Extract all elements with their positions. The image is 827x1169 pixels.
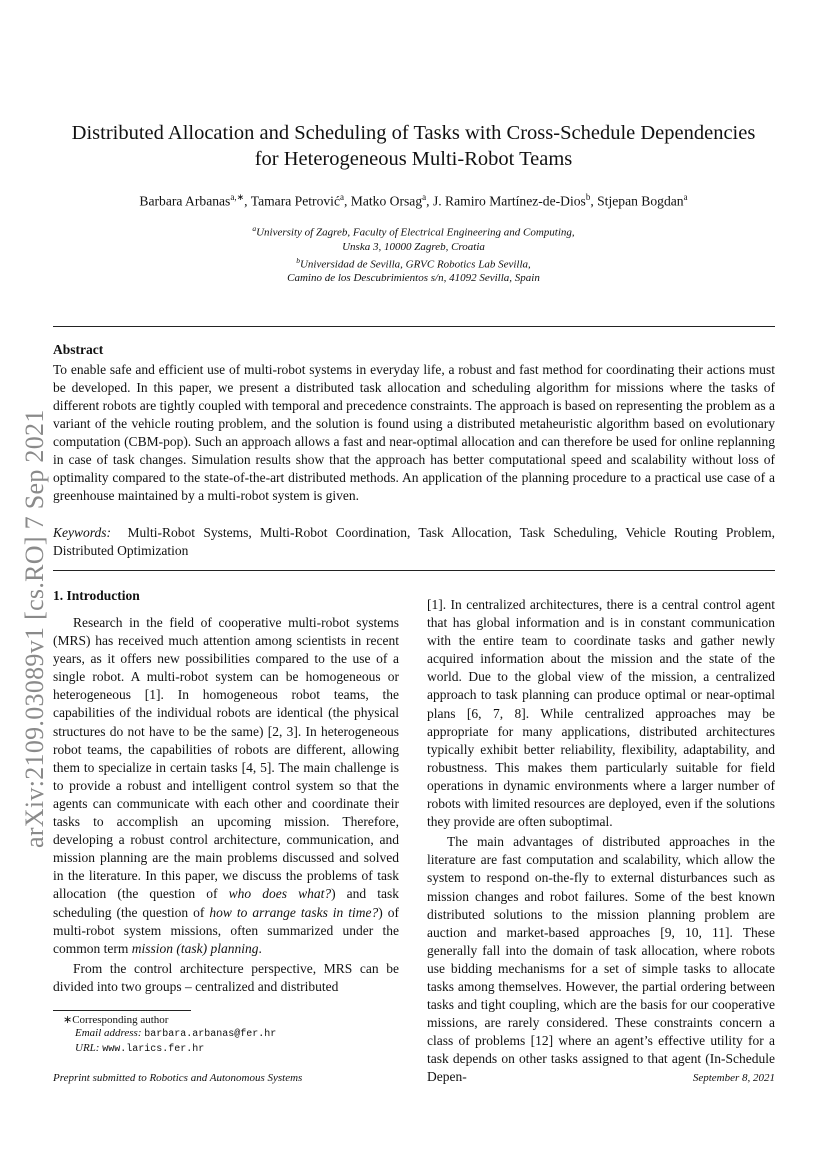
footnote-email: Email address: barbara.arbanas@fer.hr — [75, 1027, 277, 1041]
author-name: Barbara Arbanas — [139, 193, 231, 209]
author-affiliation-mark: b — [585, 192, 591, 202]
footnote-url: URL: www.larics.fer.hr — [75, 1041, 205, 1055]
abstract-text: To enable safe and efficient use of multi-robot systems in everyday life, a robust and fast method for coordinating their actions must be developed. In this paper, we present a distributed task allocation and scheduling algorithm for missions where the tasks of different robots are tightly coupled with temporal and precedence constraints. The approach is based on representing the problem as a variant of the vehicle routing problem, and the solution is found using a distributed metaheuristic algorithm based on evolutionary computation (CBM-pop). Such an approach allows a fast and near-optimal allocation and can therefore be used for online replanning in case of task changes. Simulation results show that the approach has better computational speed and scalability without loss of optimality compared to the state-of-the-art distributed methods. An application of the planning procedure to a practical use case of a greenhouse maintained by a multi-robot system is given. — [53, 362, 775, 503]
keywords-text: Multi-Robot Systems, Multi-Robot Coordination, Task Allocation, Task Scheduling, Vehicle Routing Problem, Distributed Optimization — [53, 525, 775, 558]
email-link[interactable]: barbara.arbanas@fer.hr — [144, 1029, 277, 1041]
author-name: Stjepan Bogdan — [597, 193, 684, 209]
paragraph: [1]. In centralized architectures, there is a central control agent that has global information and is in constant communication with the entire team to coordinate tasks and gather newly acquired information about the mission and the state of the world. Due to the global view of the mission, a centralized approach to task planning can produce optimal or near-optimal plans [6, 7, 8]. While centralized approaches may be appropriate for many applications, distributed architectures typically exhibit better reliability, flexibility, adaptability, and robustness. This makes them particularly suitable for field operations in dynamic environments where a larger number of robots with limited resources are deployed, even if the solutions they provide are often suboptimal. — [427, 597, 775, 830]
affiliation-a-line-1: $^a$University of Zagreb, Faculty of Electrical Engineering and Computing, — [252, 224, 575, 239]
author-affiliation-mark: a — [683, 192, 688, 202]
author-affiliation-mark: a,∗ — [230, 192, 245, 202]
right-column — [427, 596, 775, 1089]
author-affiliation-mark: a — [422, 192, 427, 202]
title-line-2: for Heterogeneous Multi-Robot Teams — [254, 148, 573, 170]
abstract-bottom-rule — [53, 570, 775, 571]
footnote-corresponding: ∗Corresponding author — [63, 1014, 169, 1026]
affiliation-b-line-1: $^b$Universidad de Sevilla, GRVC Robotics Lab Sevilla, — [296, 255, 531, 271]
author-name: Tamara Petrović — [250, 193, 340, 209]
abstract-heading: Abstract — [53, 342, 104, 357]
affiliations — [40, 222, 787, 285]
section-heading-introduction: 1. Introduction — [53, 588, 140, 603]
title-line-1: Distributed Allocation and Scheduling of Tasks with Cross-Schedule Dependencies — [71, 122, 756, 144]
paper-title — [40, 120, 787, 172]
abstract-top-rule — [53, 326, 775, 327]
keywords-label: Keywords: — [53, 525, 111, 540]
footer-preprint-note: Preprint submitted to Robotics and Autonomous Systems — [53, 1072, 303, 1084]
footnotes — [53, 1014, 399, 1056]
author-affiliation-mark: a — [339, 192, 344, 202]
footnote-rule — [53, 1010, 191, 1011]
affiliation-b-line-2: Camino de los Descubrimientos s/n, 41092 Sevilla, Spain — [287, 272, 540, 285]
keywords — [53, 524, 775, 560]
paragraph: The main advantages of distributed approaches in the literature are fast computation and scalability, which allow the system to respond on-the-fly to external disturbances such as mission changes and robot failures. Some of the best known distributed solutions to the mission planning problem are auction and market-based approaches [9, 10, 11]. These generally fall into the domain of task allocation, where robots use bidding mechanisms for a set of simple tasks to allocate tasks among themselves. However, the partial ordering between tasks and tight coupling, which are the basis for our cooperative missions, are rarely considered. These constraints concern a class of problems [12] where an agent’s effective utility for a task depends on other tasks assigned to that agent (In-Schedule Depen- — [427, 834, 775, 1085]
paragraph: From the control architecture perspective, MRS can be divided into two groups – centralized and distributed — [53, 960, 399, 994]
arxiv-identifier-stamp: arXiv:2109.03089v1 [cs.RO] 7 Sep 2021 — [20, 409, 49, 848]
author-name: Matko Orsag — [350, 193, 423, 209]
affiliation-a-line-2: Unska 3, 10000 Zagreb, Croatia — [342, 240, 485, 253]
url-link[interactable]: www.larics.fer.hr — [102, 1043, 205, 1055]
paragraph: Research in the field of cooperative multi-robot systems (MRS) has received much attention among scientists in recent years, as it offers new possibilities compared to the use of a single robot. A multi-robot system can be homogeneous or heterogeneous [1]. In homogeneous robot teams, the capabilities of the individual robots are identical (the physical structures do not have to be the same) [2, 3]. In heterogeneous robot teams, the capabilities of robots are different, allowing them to specialize in certain tasks [4, 5]. The main challenge is to provide a robust and intelligent control system so that the agents can communicate with each other and coordinate their tasks to accomplish an upcoming mission. Therefore, developing a robust control architecture, communication, and mission planning are the main problems discussed and solved in the literature. In this paper, we discuss the problems of task allocation (the question of who does what?) and task scheduling (the question of how to arrange tasks in time?) of multi-robot system missions, often summarized under the common term mission (task) planning. — [53, 615, 400, 956]
left-column — [53, 614, 399, 998]
footer-date: September 8, 2021 — [692, 1072, 775, 1084]
author-list: Barbara Arbanas$^{a,∗}$, Tamara Petrović$^a$, Matko Orsag$^a$, J. Ramiro Martínez-de-Dios$^b$, Stjepan Bogdan$^a$ — [139, 192, 688, 209]
author-name: J. Ramiro Martínez-de-Dios — [432, 193, 586, 209]
